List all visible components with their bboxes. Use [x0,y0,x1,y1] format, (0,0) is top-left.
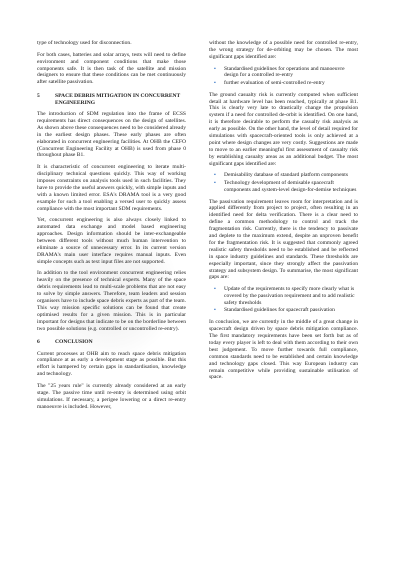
list-item: ▪ Standardised guidelines for operations and manoeuvre design for a controlled re-entry [214,65,345,79]
paragraph: In conclusion, we are currently in the middle of a great change in spacecraft design driven by space debris mitigation compliance. The first mandatory requirements have been set forth but as of today every player is left to deal with them according to their own best judgement. To move further towards full compliance, common standards need to be established and certain knowledge and technology gaps closed. This way European industry can remain competitive while providing sustainable utilisation of space. [209,319,358,381]
square-bullet-icon: ▪ [214,79,216,86]
paragraph: The passivation requirement leaves room for interpretation and is applied differently from project to project, often resulting in an identified need for delta verification. There is a clear need to define a common methodology to control and track the fragmentation risk. Currently, there is the tendency to passivate and deplete to the maximum extend, despite an unproven benefit for the fragmentation risk. It is suggested that commonly agreed realistic safety thresholds need to be established and be reflected in space industry guidelines and standards. These thresholds are especially important, since they strongly affect the passivation strategy and subsystem design. To summarise, the most significant gaps are: [209,198,358,281]
paragraph: In addition to the tool environment concurrent engineering relies heavily on the presence of technical experts. Many of the space debris requirements lead to multi-scale problems that are not easy to solve by simple answers. Therefore, team leaders and session organisers have to include space debris experts as part of the team. This way mission specific solutions can be found that create optimised results for a given mission. This is in particular important for designs that indicate to be on the borderline between two possible solutions (e.g. controlled or uncontrolled re-entry). [37,270,186,332]
paragraph: For both cases, batteries and solar arrays, tests will need to define environment and component conditions that make those components safe. It is then task of the satellite and mission designers to ensure that these conditions can be met continuously after satellite passivation. [37,51,186,86]
gap-list-casualty [209,172,358,193]
paragraph: The ground casualty risk is currently computed when sufficient detail at hardware level has been reached, typically at phase B1. This is clearly very late to drastically change the propulsion system if a need for controlled de-orbit is identified. On one hand, it is therefore desirable to perform the casualty risk analysis as early as possible. On the other hand, the level of detail required for simulations with spacecraft-oriented tools is only achieved at a point where design changes are very costly. Suggestions are made to move to an earlier meaningful first assessment of casualty risk by establishing casualty areas as an additional budget. The most significant gaps identified are: [209,91,358,167]
paragraph: The "25 years rule" is currently already considered at an early stage. The passive time until re-entry is determined using orbit simulations. If necessary, a perigee lowering or a direct re-entry manoeuvre is included. However, [37,382,186,410]
section-heading-5 [37,93,186,107]
paragraph: type of technology used for disconnection. [37,40,132,46]
list-item: ▪ Technology development of demisable spacecraft components and system-level design-for-demise techniques [214,179,357,193]
section-title: SPACE DEBRIS MITIGATION IN CONCURRENT ENGINEERING [55,92,181,106]
square-bullet-icon: ▪ [214,307,216,314]
section-title: CONCLUSION [55,339,93,346]
square-bullet-icon: ▪ [214,179,216,186]
paragraph: It is characteristic of concurrent engineering to iterate multi-disciplinary technical questions quickly. This way of working imposes constraints on analysis tools used in such facilities. They have to provide the useful answers quickly, with simple inputs and with a known limited error. ESA's DRAMA tool is a very good example for such a tool enabling a versed user to quickly assess compliance with the most important SDM requirements. [37,164,186,212]
square-bullet-icon: ▪ [214,286,216,293]
section-heading-6 [37,339,186,346]
list-item: ▪ Demisability database of standard platform components [214,172,349,179]
gap-list-reentry [209,66,358,87]
right-column [209,40,358,386]
paragraph: Current processes at OHB aim to reach space debris mitigation compliance at as early a development stage as possible. But this effort is hampered by certain gaps in standardisation, knowledge and technology. [37,350,186,378]
paragraph: without the knowledge of a possible need for controlled re-entry, the wrong strategy for de-orbiting may be chosen. The most significant gaps identified are: [209,40,358,60]
list-item: ▪ further evaluation of semi-controlled re-entry [214,79,325,86]
paragraph: Yet, concurrent engineering is also always closely linked to automated data exchange and model based engineering approaches. Design information should be inter-exchangeable between different tools without much human intervention to eliminate a source of unnecessary error. In its current version DRAMA's main user interface requires manual inputs. Even simple concepts such as text input files are not supported. [37,217,186,265]
gap-list-passivation [209,286,358,314]
left-column [37,40,186,415]
list-item: ▪ Update of the requirements to specify more clearly what is covered by the passivation requirement and to add realistic safety thresholds [214,286,355,306]
section-number: 5 [37,92,40,99]
paragraph: The introduction of SDM regulation into the frame of ECSS requirements has direct consequences on the design of satellites. As shown above these consequences need to be considered already in the earliest design phases. These early phases are often elaborated in concurrent engineering facilities. At OHB the CEFO (Concurrent Engineering Facility at OHB) is used from phase 0 throughout phase B1. [37,111,186,159]
section-number: 6 [37,339,40,346]
square-bullet-icon: ▪ [214,172,216,179]
square-bullet-icon: ▪ [214,65,216,72]
list-item: ▪ Standardised guidelines for spacecraft passivation [214,307,335,314]
